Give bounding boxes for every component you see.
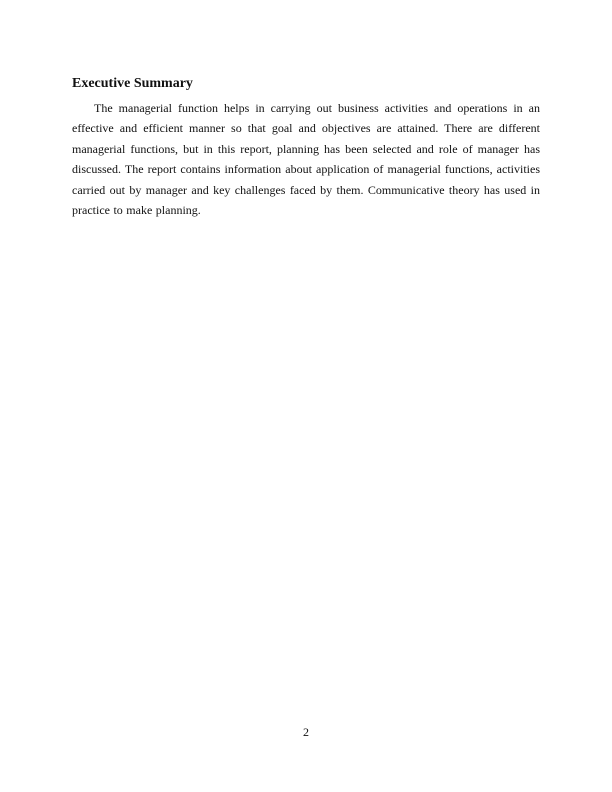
page-content	[72, 76, 540, 220]
page-number: 2	[303, 725, 309, 739]
executive-summary-paragraph: The managerial function helps in carrying out business activities and operations in an effective and efficient manner so that goal and objectives are attained. There are different managerial functions, but in this report, planning has been selected and role of manager has discussed. The report contains information about application of managerial functions, activities carried out by manager and key challenges faced by them. Communicative theory has used in practice to make planning.	[72, 101, 540, 218]
section-heading: Executive Summary	[72, 76, 193, 91]
